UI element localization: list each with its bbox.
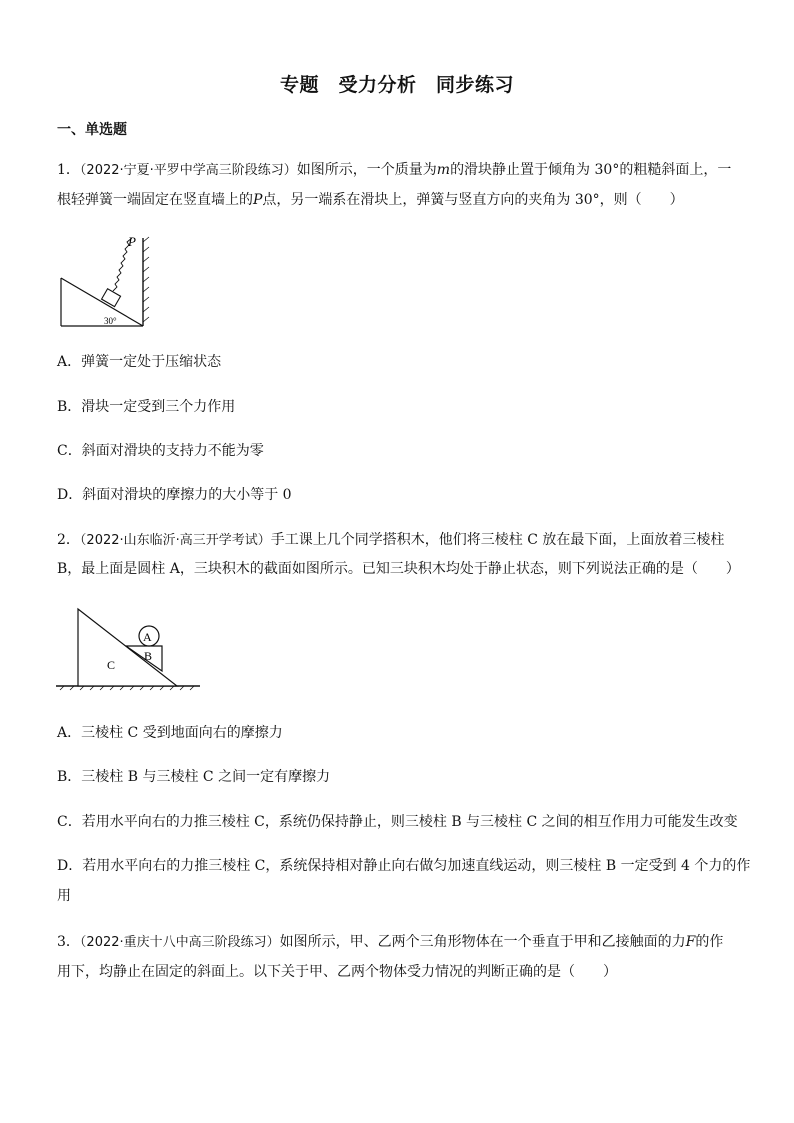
- question-1-text-2b: 点，另一端系在滑块上，弹簧与竖直方向的夹角为 30°，则（ ）: [262, 192, 684, 208]
- question-1-number: 1．: [57, 162, 80, 178]
- question-3-text-1b: 的作: [695, 934, 724, 950]
- question-1-source: （2022·宁夏·平罗中学高三阶段练习）: [79, 163, 297, 178]
- question-1-option-a: A．弹簧一定处于压缩状态: [57, 354, 222, 370]
- question-2-line-2: B，最上面是圆柱 A，三块积木的截面如图所示。已知三块积木均处于静止状态，则下列说法正确的是（ ）: [57, 561, 740, 577]
- question-1-option-c: C．斜面对滑块的支持力不能为零: [57, 443, 264, 459]
- question-2-source: （2022·山东临沂·高三开学考试）: [79, 533, 271, 548]
- question-2-option-d-line-1: D．若用水平向右的力推三棱柱 C，系统保持相对静止向右做匀加速直线运动，则三棱柱 B 一定受到 4 个力的作: [57, 858, 751, 874]
- question-1-text-2: 根轻弹簧一端固定在竖直墙上的: [57, 192, 253, 208]
- question-3-source: （2022·重庆十八中高三阶段练习）: [79, 935, 280, 950]
- question-1-option-d: D．斜面对滑块的摩擦力的大小等于 0: [57, 487, 292, 503]
- question-1-text-1b: 的滑块静止置于倾角为 30°的粗糙斜面上，一: [450, 162, 732, 178]
- section-heading: 一、单选题: [57, 122, 127, 138]
- question-1-variable-m: m: [436, 162, 451, 178]
- question-1-text-1: 如图所示，一个质量为: [296, 162, 437, 178]
- question-3-variable-f: F: [685, 934, 696, 950]
- figure-2-label-a: A: [143, 630, 152, 644]
- figure-1-angle-label: 30°: [104, 316, 117, 326]
- question-3-number: 3．: [57, 934, 80, 950]
- question-1-line-1: [57, 160, 742, 181]
- question-2-option-d-line-2: 用: [57, 888, 71, 904]
- question-2-option-a: A．三棱柱 C 受到地面向右的摩擦力: [57, 725, 283, 741]
- question-3-line-2: 用下，均静止在固定的斜面上。以下关于甲、乙两个物体受力情况的判断正确的是（ ）: [57, 964, 617, 980]
- question-3-line-1: [57, 932, 742, 953]
- incline-slope: [61, 278, 143, 326]
- question-1-variable-p: P: [253, 192, 263, 208]
- question-2-number: 2．: [57, 532, 80, 548]
- figure-1-label-p: P: [128, 234, 136, 249]
- question-2-text-1: 手工课上几个同学搭积木，他们将三棱柱 C 放在最下面，上面放着三棱柱: [270, 532, 725, 548]
- figure-2-label-c: C: [107, 658, 116, 672]
- question-1-line-2: [57, 190, 742, 210]
- question-2-option-c: C．若用水平向右的力推三棱柱 C，系统仍保持静止，则三棱柱 B 与三棱柱 C 之间的相互作用力可能发生改变: [57, 814, 738, 830]
- figure-2-label-b: B: [144, 649, 153, 663]
- question-1-figure: [58, 232, 158, 332]
- question-3-text-1: 如图所示，甲、乙两个三角形物体在一个垂直于甲和乙接触面的力: [279, 934, 686, 950]
- wall-hatch: [143, 237, 149, 322]
- question-2-option-b: B．三棱柱 B 与三棱柱 C 之间一定有摩擦力: [57, 769, 331, 785]
- page-title: 专题 受力分析 同步练习: [279, 74, 514, 96]
- question-1-option-b: B．滑块一定受到三个力作用: [57, 399, 236, 415]
- question-2-figure: [56, 606, 204, 691]
- question-2-line-1: [57, 530, 742, 551]
